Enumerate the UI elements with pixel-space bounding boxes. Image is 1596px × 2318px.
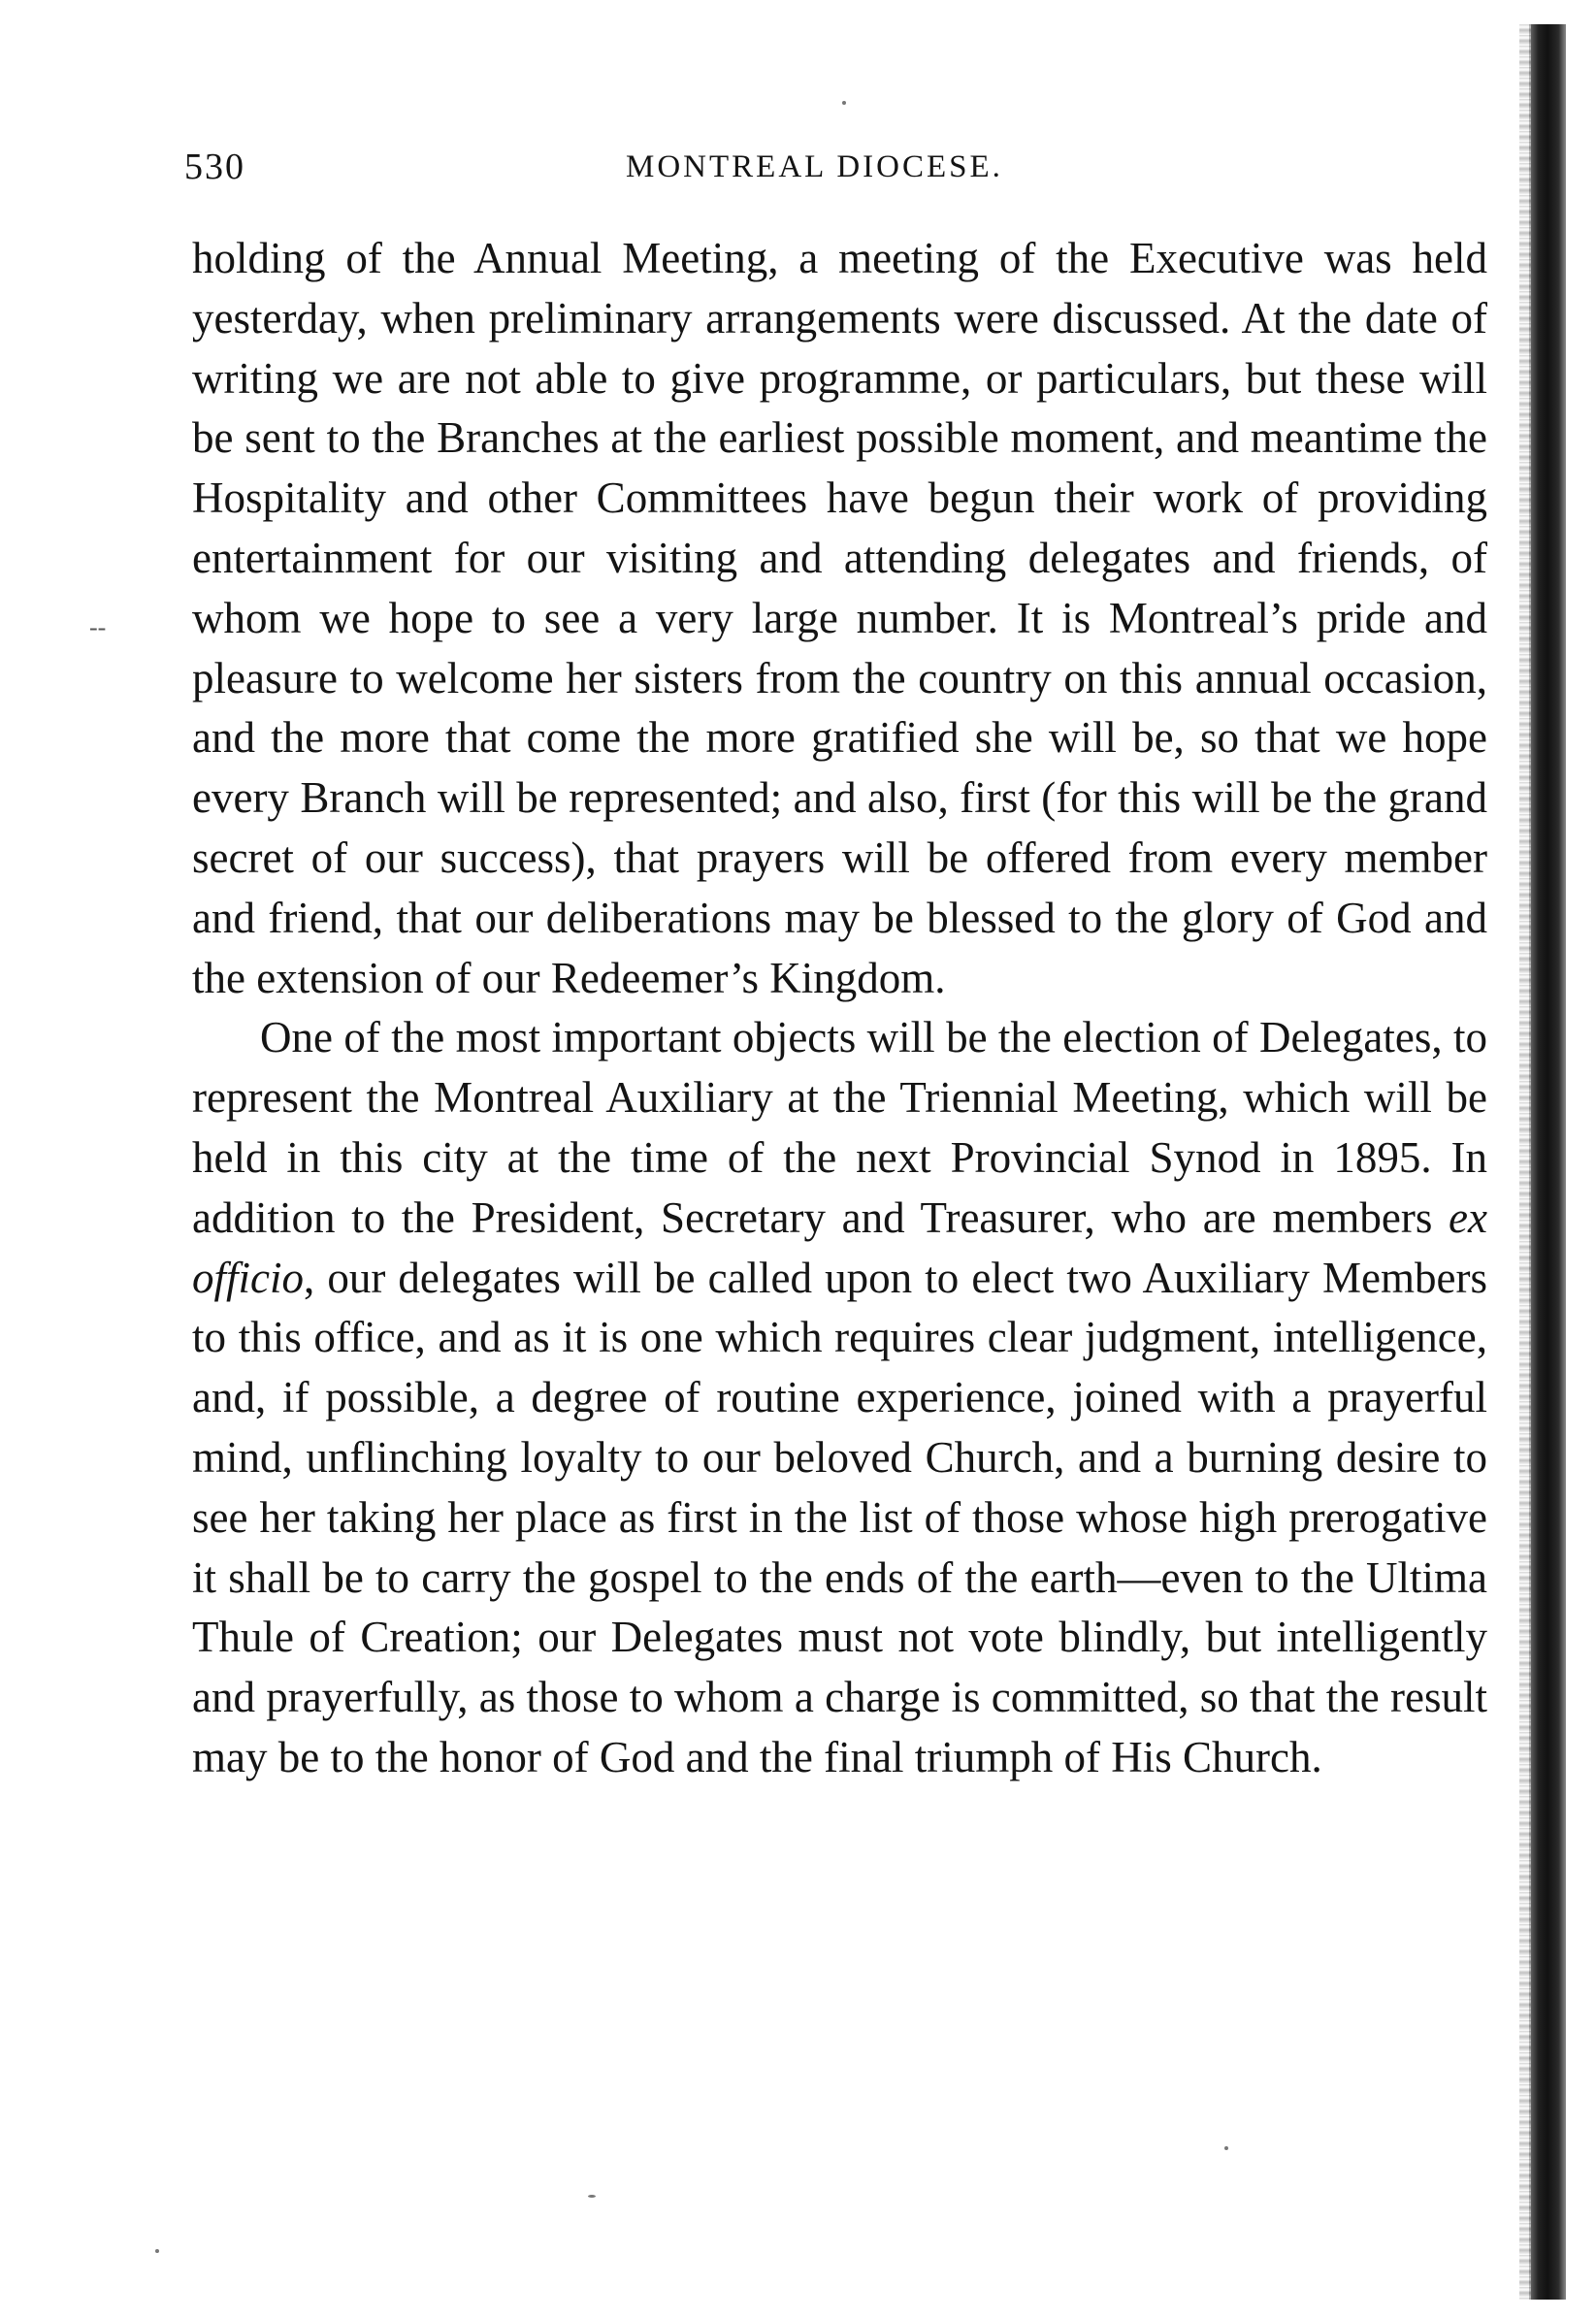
- binding-edge: [1529, 24, 1566, 2300]
- margin-mark: --: [89, 613, 107, 641]
- running-head: MONTREAL DIOCESE.: [626, 149, 1003, 184]
- page-header: [160, 146, 1499, 204]
- paragraph-1: [192, 229, 1487, 1008]
- ink-speck: [588, 2195, 596, 2198]
- paragraph-1-text: holding of the Annual Meeting, a meeting of the Executive was held yesterday, when preliminary arrangements were discussed. At the date of writing we are not able to give programme, or particulars, but these will be sent to the Branches at the earliest possible moment, and meantime the Hospitality and other Committees have begun their work of providing entertainment for our visiting and attending delegates and friends, of whom we hope to see a very large number. It is Montreal’s pride and pleasure to welcome her sisters from the country on this annual occasion, and the more that come the more gratified she will be, so that we hope every Branch will be represented; and also, first (for this will be the grand secret of our success), that prayers will be offered from every member and friend, that our deliberations may be blessed to the glory of God and the extension of our Redeemer’s Kingdom.: [192, 234, 1487, 1002]
- latin-phrase: ex officio: [192, 1192, 1487, 1302]
- page-number: 530: [184, 147, 245, 187]
- body-text: [192, 229, 1487, 1788]
- paragraph-2-text-end: , our delegates will be called upon to elect two Auxiliary Members to this office, and as it is one which requires clear judgment, intelligence, and, if possible, a degree of routine experience, joined with a prayerful mind, unflinching loyalty to our beloved Church, and a burning desire to see her taking her place as first in the list of those whose high prerogative it shall be to carry the gospel to the ends of the earth—even to the Ultima Thule of Creation; our Delegates must not vote blindly, but intelligently and prayerfully, as those to whom a charge is committed, so that the result may be to the honor of God and the final triumph of His Church.: [192, 1253, 1487, 1781]
- ink-speck: [155, 2249, 159, 2253]
- ink-speck: [842, 101, 846, 105]
- ink-speck: [1224, 2146, 1228, 2150]
- paragraph-2: [192, 1008, 1487, 1787]
- paragraph-2-text-start: One of the most important objects will be the election of Delegates, to represent the Montreal Auxiliary at the Triennial Meeting, which will be held in this city at the time of the next Provincial Synod in 1895. In addition to the President, Secretary and Treasurer, who are members: [192, 1013, 1487, 1242]
